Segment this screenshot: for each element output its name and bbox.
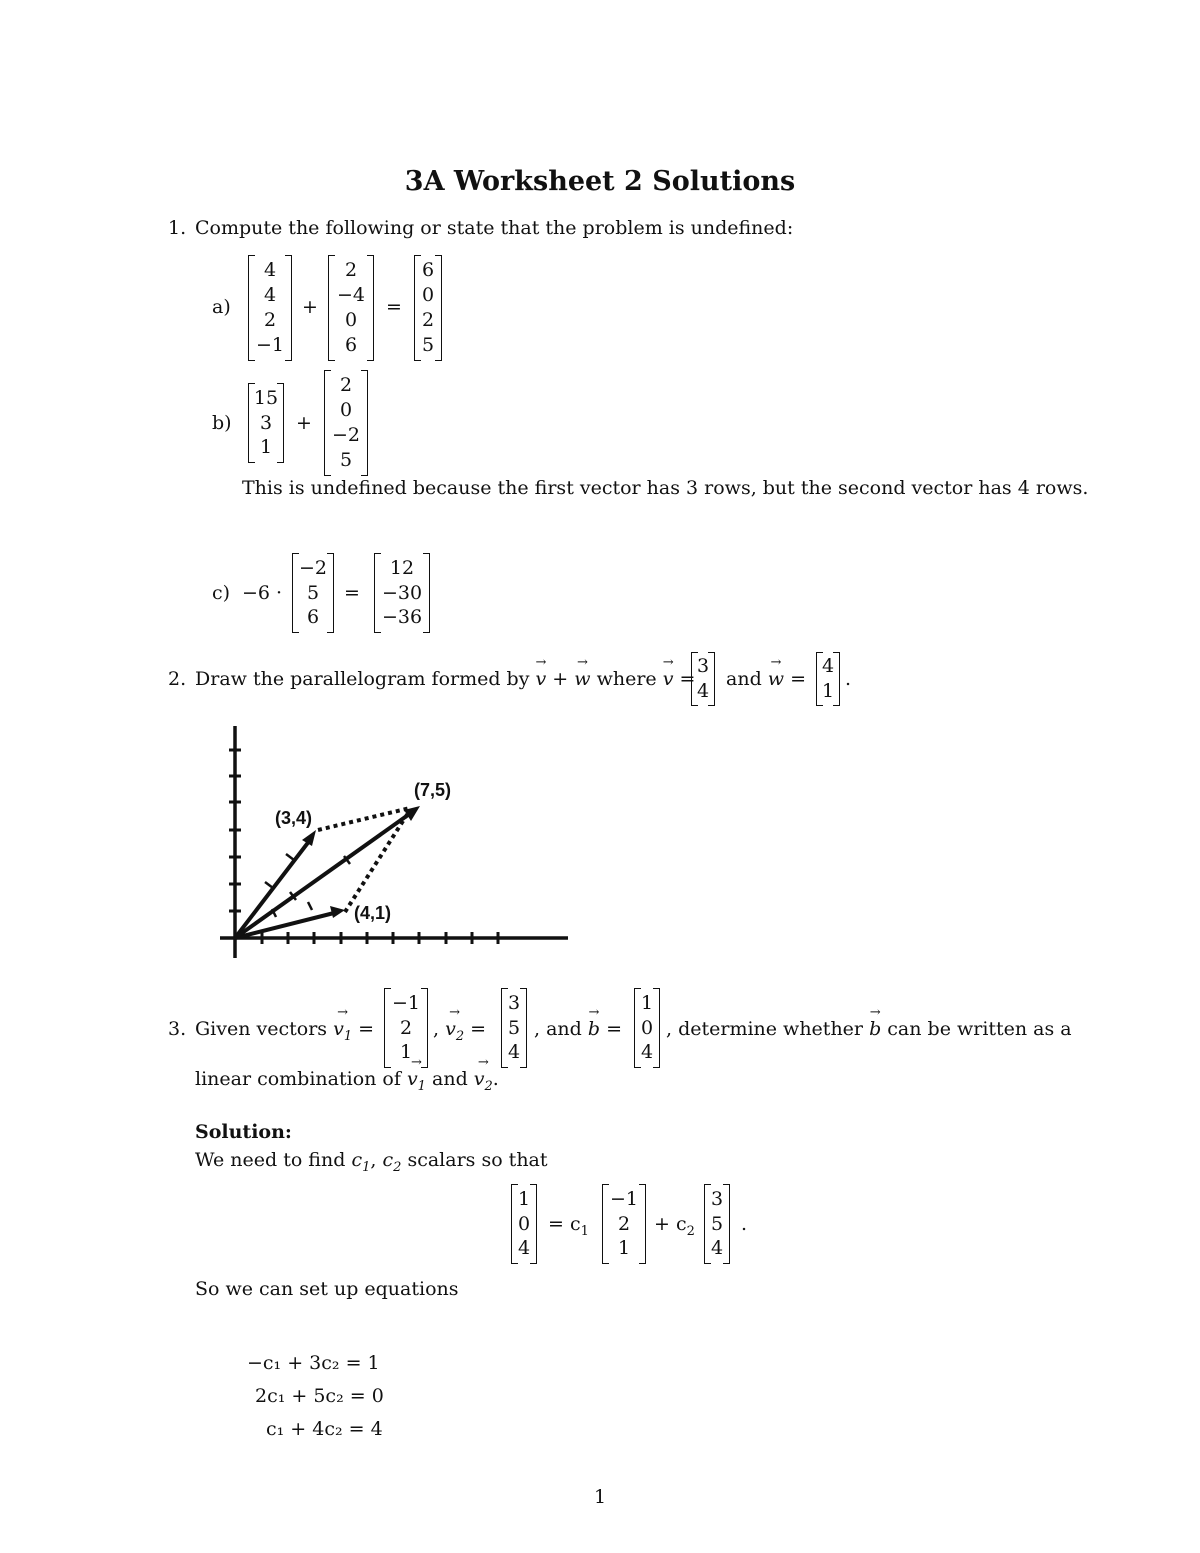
q1c-scalar: −6 · [242,582,283,604]
eq-c1: = $c_1$ [548,1213,589,1239]
solution-need-text: We need to find $c_1$, $c_2$ scalars so that [195,1149,548,1175]
q1b-vector-1: 15 3 1 [248,383,284,463]
equation-1: −c₁ + 3c₂ = 1 [247,1352,380,1374]
label-sum-point: (7,5) [414,780,452,800]
equation-3: c₁ + 4c₂ = 4 [266,1418,383,1440]
q2-period: . [845,668,852,690]
q1b-explanation: This is undefined because the first vector has 3 rows, but the second vector has 4 rows. [242,477,1089,499]
q2-v-symbol: → v [536,668,547,690]
q3-v2-vector: 3 5 4 [501,988,527,1068]
q3-v2-symbol-2: → $v_2$ [474,1068,493,1094]
label-v-point: (3,4) [275,808,313,828]
setup-text: So we can set up equations [195,1278,459,1300]
q3-comma: , [433,1018,440,1040]
q2-equals-w: = [790,668,807,690]
eq-b-vector: 1 0 4 [511,1184,537,1264]
q3-eq-3: = [606,1018,622,1040]
q2-w-symbol: → w [574,668,590,690]
q3-given-line [195,1018,374,1044]
dashed-edge-top [318,808,410,830]
q3-v2-symbol: → $v_2$ [445,1018,464,1044]
q3-line2-end: . [492,1068,499,1090]
q2-prompt-start: Draw the parallelogram formed by [195,668,530,690]
dashed-edge-right [345,810,410,912]
q3-line2-and: and [432,1068,468,1090]
q3-line2 [195,1068,499,1094]
q3-eq-1: = [358,1018,375,1040]
q1c-label: c) [212,582,231,604]
arrowhead-v [302,830,316,846]
q3-and: , and [534,1018,582,1040]
q1c-equals: = [344,582,360,604]
q3-line2-start: linear combination of [195,1068,401,1090]
q3-tail-line [666,1018,1072,1040]
q1b-vector-2: 2 0 −2 5 [324,370,368,476]
q2-where: where [596,668,657,690]
q3-v1-vector: −1 2 1 [384,988,428,1068]
q1-prompt: Compute the following or state that the problem is undefined: [195,217,794,239]
q3-eq-2: = [470,1018,487,1040]
eq-period: . [741,1213,748,1235]
eq-v1-vector: −1 2 1 [602,1184,646,1264]
q3-v1-symbol-2: → $v_1$ [407,1068,426,1094]
q2-w-symbol-def: → w [768,668,784,690]
eq-v2-vector: 3 5 4 [704,1184,730,1264]
eq-c2: + $c_2$ [654,1213,695,1239]
q3-b-symbol-2: → b [869,1018,881,1040]
q3-b-line [534,1018,622,1040]
q1a-result: 6 0 2 5 [414,255,442,361]
page-title: 3A Worksheet 2 Solutions [404,166,796,197]
q2-equals-v: = [679,668,696,690]
q3-given: Given vectors [195,1018,328,1040]
arrowhead-w [330,906,345,918]
q2-prompt-line [195,668,695,690]
q2-plus: + [552,668,569,690]
parallelogram-graph [210,720,580,965]
q2-v-symbol-def: → v [663,668,674,690]
page-number: 1 [593,1486,607,1508]
q3-b-symbol: → b [588,1018,600,1040]
q2-v-vector: 3 4 [691,652,715,706]
q1a-label: a) [212,296,231,318]
q2-and-line [726,668,806,690]
label-w-point: (4,1) [354,903,392,923]
solution-heading: Solution: [195,1121,292,1143]
q3-number: 3. [168,1018,187,1040]
q1c-vector: −2 5 6 [292,553,334,633]
q3-b-vector: 1 0 4 [634,988,660,1068]
q3-v1-symbol: → $v_1$ [333,1018,352,1044]
q1a-vector-2: 2 −4 0 6 [328,255,374,361]
q1a-vector-1: 4 4 2 −1 [248,255,292,361]
equation-2: 2c₁ + 5c₂ = 0 [255,1385,384,1407]
q1-number: 1. [168,217,187,239]
q3-v2-line [433,1018,486,1044]
q3-tail: , determine whether [666,1018,864,1040]
q1b-plus: + [296,412,312,434]
q2-number: 2. [168,668,187,690]
q1c-result: 12 −30 −36 [374,553,430,633]
q2-and: and [726,668,762,690]
q1a-plus: + [302,296,318,318]
q1a-equals: = [386,296,402,318]
q1b-label: b) [212,412,232,434]
q2-w-vector: 4 1 [816,652,840,706]
q3-tail2: can be written as a [887,1018,1072,1040]
